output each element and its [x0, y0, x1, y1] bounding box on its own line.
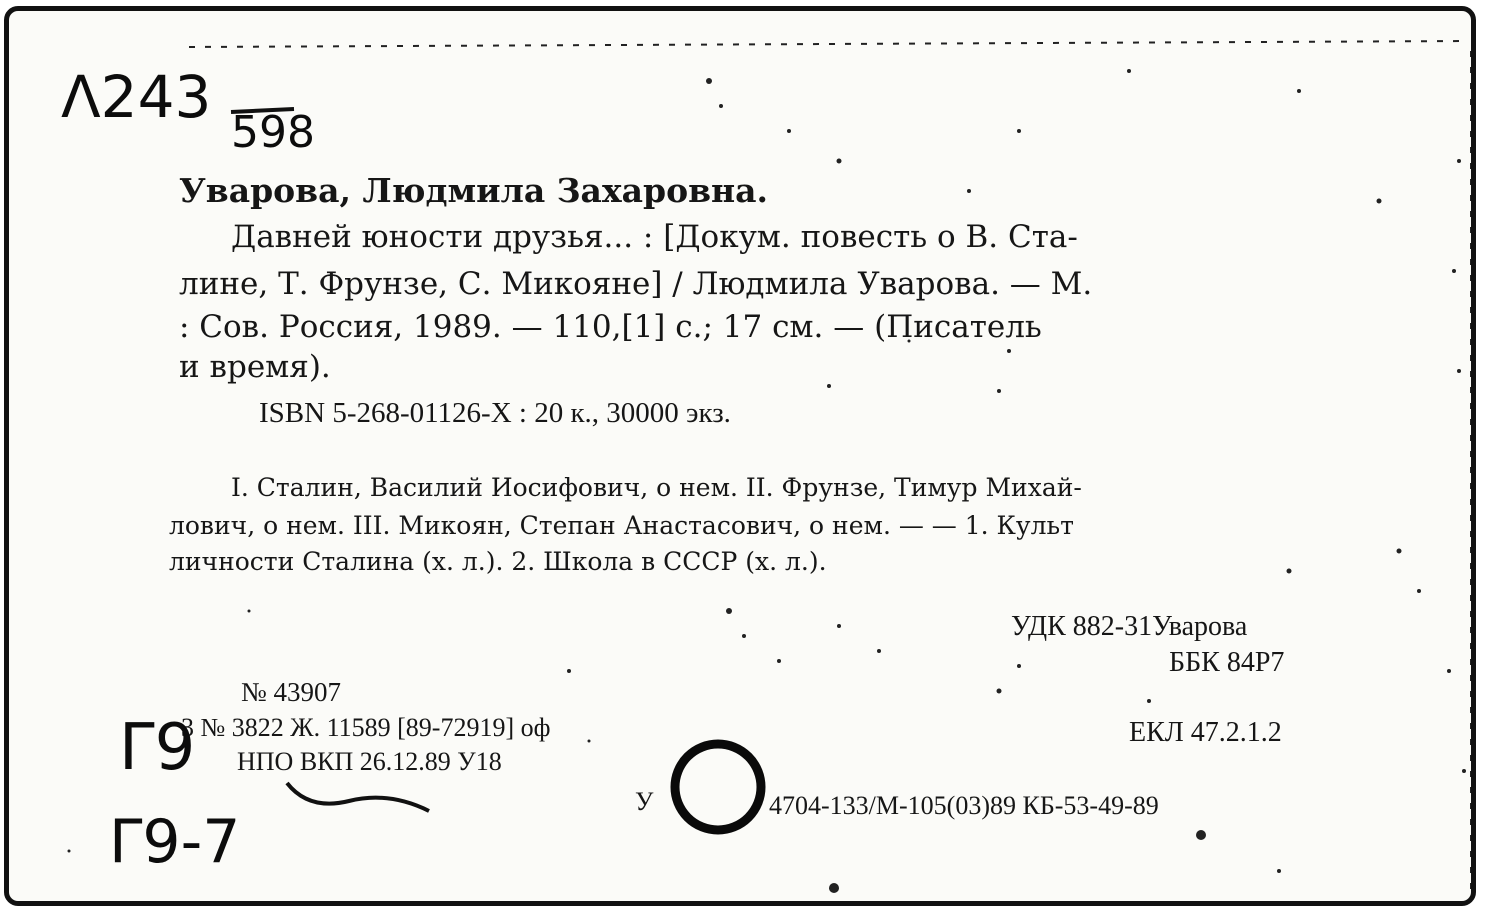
- scan-noise: [9, 11, 1476, 906]
- code-prefix: У: [635, 787, 654, 816]
- card-number: № 43907: [241, 677, 342, 707]
- title-line-1: Давней юности друзья... : [Докум. повесть о В. Ста-: [231, 219, 1078, 255]
- handwritten-mark-2: Γ9-7: [109, 807, 241, 877]
- bbk-code: ББК 84Р7: [1169, 647, 1285, 678]
- bottom-code: 4704-133/М-105(03)89 КБ-53-49-89: [769, 791, 1159, 820]
- subjects-line-3: личности Сталина (х. л.). 2. Школа в СССР (х. л.).: [169, 547, 827, 576]
- print-line-2: НПО ВКП 26.12.89 У18: [237, 747, 502, 776]
- title-line-2: лине, Т. Фрунзе, С. Микояне] / Людмила Уварова. — М.: [179, 266, 1093, 302]
- handwritten-call-number-sub: 598: [231, 107, 315, 158]
- ekl-code: ЕКЛ 47.2.1.2: [1129, 717, 1282, 748]
- catalog-card: [4, 6, 1476, 906]
- handwritten-scribble: [287, 783, 429, 811]
- subjects-line-1: I. Сталин, Василий Иосифович, о нем. II. Фрунзе, Тимур Михай-: [231, 473, 1082, 502]
- handwritten-call-number: Λ243: [61, 63, 212, 131]
- print-line-1: 3 № 3822 Ж. 11589 [89-72919] оф: [181, 713, 551, 742]
- subjects-line-2: лович, о нем. III. Микоян, Степан Анастасович, о нем. — — 1. Культ: [169, 511, 1074, 540]
- isbn-line: ISBN 5-268-01126-X : 20 к., 30000 экз.: [259, 397, 731, 429]
- author-heading: Уварова, Людмила Захаровна.: [179, 171, 769, 210]
- title-line-4: и время).: [179, 349, 331, 385]
- handwritten-mark-1: Γ9: [119, 711, 196, 785]
- title-line-3: : Сов. Россия, 1989. — 110,[1] с.; 17 см. — (Писатель: [179, 309, 1042, 345]
- stamp-circle: [675, 744, 761, 830]
- udk-code: УДК 882-31Уварова: [1011, 611, 1248, 642]
